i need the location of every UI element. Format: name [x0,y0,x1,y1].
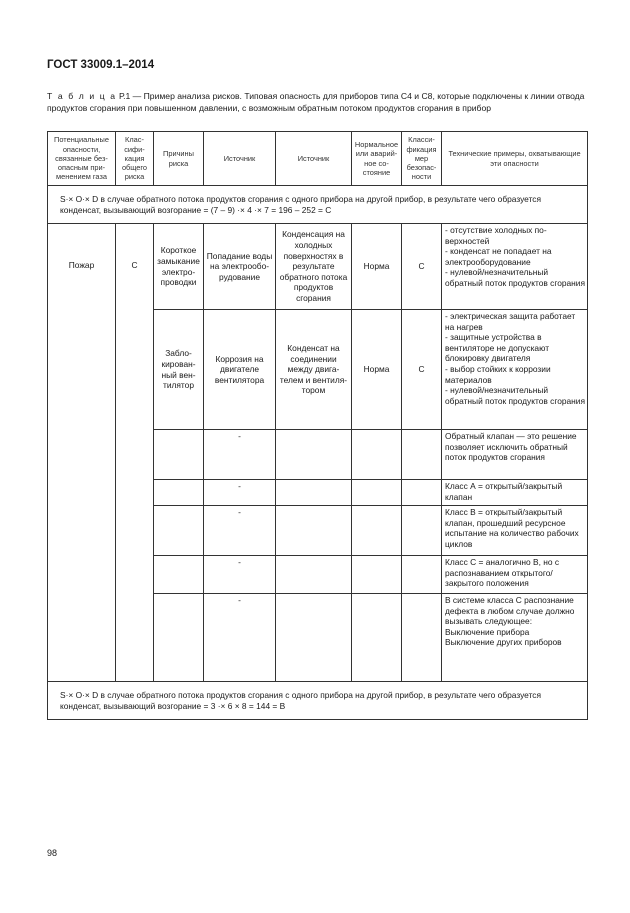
empty-cell [402,430,442,480]
col-header-source-2: Источник [276,132,352,186]
page-number: 98 [47,848,58,858]
hazard-cell: Пожар [48,224,116,682]
cause-cell: Короткое замыкание электропроводки [154,224,204,310]
source2-cell: Конденсация на холодных поверхностях в результате обратного потока продуктов сгорания [276,224,352,310]
empty-cell [402,556,442,594]
col-header-source-1: Источник [204,132,276,186]
col-header-state: Нормальное или аварийное состояние [352,132,402,186]
cause-cell: Заблокированный вентилятор [154,310,204,430]
empty-cell [352,480,402,506]
state-cell: Норма [352,224,402,310]
dash-cell: - [204,480,276,506]
empty-cell [402,506,442,556]
empty-cell [276,594,352,682]
document-header: ГОСТ 33009.1–2014 [47,59,155,71]
examples-cell: Класс С = аналогично В, но с распознаванием открытого/закрытого положения [442,556,588,594]
table-row [48,224,588,310]
dash-cell: - [204,430,276,480]
col-header-hazard: Потенциальные опасности, связанные безопасным применением газа [48,132,116,186]
empty-cell [402,594,442,682]
col-header-cause: Причины риска [154,132,204,186]
state-cell: Норма [352,310,402,430]
empty-cell [276,480,352,506]
risk-class-cell: С [116,224,154,682]
source2-cell: Конденсат на соединении между двигателем и вентилятором [276,310,352,430]
col-header-examples: Технические примеры, охватывающие эти опасности [442,132,588,186]
empty-cell [154,556,204,594]
empty-cell [402,480,442,506]
risk-analysis-table [47,131,588,720]
table-caption [47,91,587,114]
dash-cell: - [204,594,276,682]
empty-cell [154,480,204,506]
formula-row-top [48,186,588,224]
empty-cell [352,556,402,594]
measure-cell: С [402,224,442,310]
dash-cell: - [204,556,276,594]
formula-row-bottom [48,682,588,720]
empty-cell [154,594,204,682]
dash-cell: - [204,506,276,556]
examples-cell: Класс В = открытый/закрытый клапан, прошедший ресурсное испытание на количество рабочих циклов [442,506,588,556]
col-header-risk-class: Классификация общего риска [116,132,154,186]
empty-cell [154,506,204,556]
caption-label: Т а б л и ц а [47,91,117,101]
source1-cell: Коррозия на двигателе вентилятора [204,310,276,430]
formula-top: S·× O·× D в случае обратного потока продуктов сгорания с одного прибора на другой прибор, в результате чего образуется конденсат, вызывающий возгорание = (7 – 9) ·× 4 ·× 7 = 196 – 252 = C [48,186,588,224]
measure-cell: С [402,310,442,430]
empty-cell [352,594,402,682]
examples-cell: - отсутствие холодных поверхностей - конденсат не попадает на электрооборудование - нулевой/незначительный обратный поток продуктов сгорания [442,224,588,310]
examples-cell: - электрическая защита работает на нагрев - защитные устройства в вентиляторе не допускают блокировку двигателя - выбор стойких к коррозии материалов - нулевой/незначительный обратный поток продуктов сгорания [442,310,588,430]
empty-cell [352,430,402,480]
table-header-row [48,132,588,186]
empty-cell [276,430,352,480]
caption-text: Р.1 — Пример анализа рисков. Типовая опасность для приборов типа С4 и С8, которые подключены к линии отвода продуктов сгорания при повышенном давлении, с возможным обратным потоком продуктов сгорания в прибор [47,91,585,113]
empty-cell [154,430,204,480]
empty-cell [352,506,402,556]
formula-bottom: S·× O·× D в случае обратного потока продуктов сгорания с одного прибора на другой прибор, в результате чего образуется конденсат, вызывающий возгорание = 3 ·× 6 × 8 = 144 = B [48,682,588,720]
examples-cell: Класс А = открытый/закрытый клапан [442,480,588,506]
empty-cell [276,556,352,594]
col-header-measures: Классификация мер безопасности [402,132,442,186]
examples-cell: В системе класса С распознание дефекта в любом случае должно вызывать следующее: Выключение прибора Выключение других приборов [442,594,588,682]
empty-cell [276,506,352,556]
source1-cell: Попадание воды на электрооборудование [204,224,276,310]
examples-cell: Обратный клапан — это решение позволяет исключить обратный поток продуктов сгорания [442,430,588,480]
